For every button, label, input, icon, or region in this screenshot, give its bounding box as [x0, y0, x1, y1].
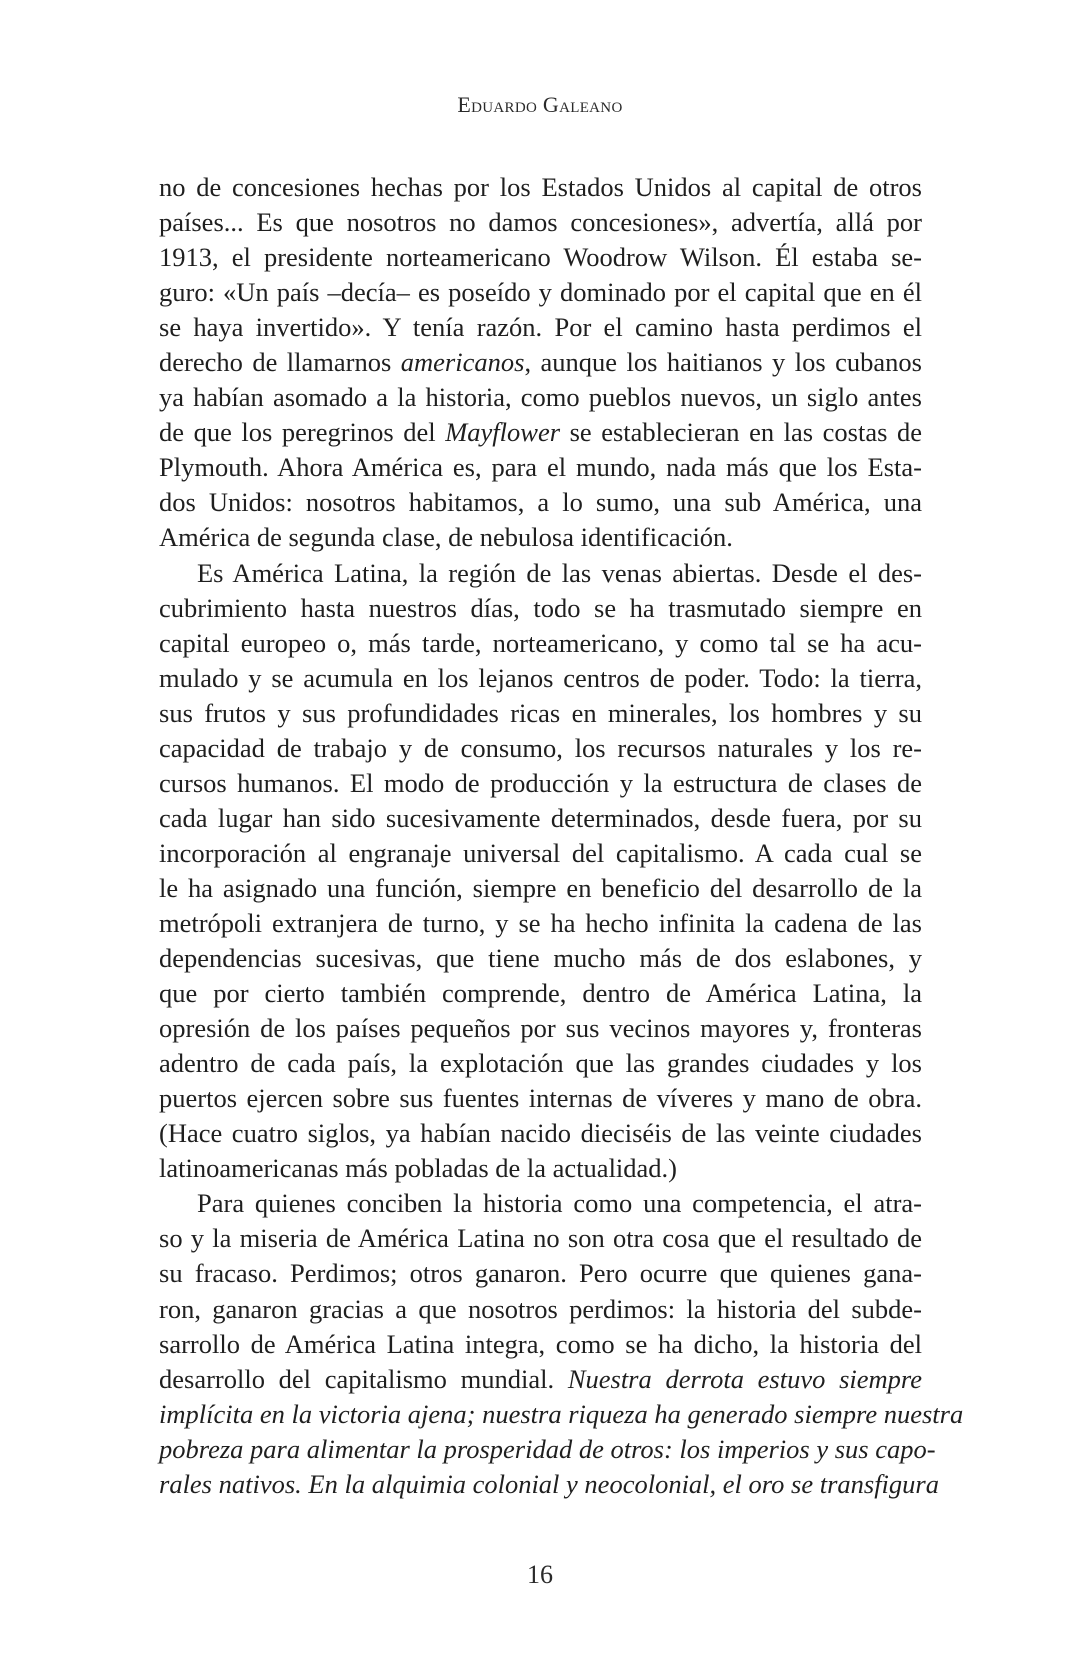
text-run: 1913, el presidente norteamericano Woodrow Wilson. Él estaba se-: [159, 242, 922, 273]
text-line: [159, 1116, 922, 1151]
text-line: [159, 556, 922, 591]
page-number: 16: [527, 1560, 553, 1589]
italic-text: rales nativos. En la alquimia colonial y neocolonial, el oro se transfigura: [159, 1468, 939, 1499]
text-run: so y la miseria de América Latina no son otra cosa que el resultado de: [159, 1223, 922, 1254]
text-line: [159, 1397, 964, 1432]
text-line: [159, 380, 922, 415]
text-line: [159, 520, 922, 555]
text-run: mulado y se acumula en los lejanos centros de poder. Todo: la tierra,: [159, 662, 922, 693]
text-run: cursos humanos. El modo de producción y la estructura de clases de: [159, 767, 922, 798]
text-line: [159, 170, 922, 205]
text-line: [159, 345, 922, 380]
text-run: metrópoli extranjera de turno, y se ha hecho infinita la cadena de las: [159, 907, 922, 938]
text-line: [159, 871, 922, 906]
text-run: que por cierto también comprende, dentro de América Latina, la: [159, 978, 922, 1009]
text-line: [159, 1151, 922, 1186]
text-line: [159, 626, 922, 661]
text-run: cada lugar han sido sucesivamente determinados, desde fuera, por su: [159, 802, 922, 833]
text-run: Plymouth. Ahora América es, para el mundo, nada más que los Esta-: [159, 452, 922, 483]
text-run: derecho de llamarnos: [159, 347, 401, 378]
text-line: [159, 1186, 922, 1221]
text-line: [159, 906, 922, 941]
text-run: capacidad de trabajo y de consumo, los recursos naturales y los re-: [159, 732, 922, 763]
text-run: ya habían asomado a la historia, como pueblos nuevos, un siglo antes: [159, 382, 922, 413]
text-run: se haya invertido». Y tenía razón. Por el camino hasta perdimos el: [159, 312, 922, 343]
text-run: América de segunda clase, de nebulosa identificación.: [159, 522, 733, 553]
text-run: países... Es que nosotros no damos concesiones», advertía, allá por: [159, 207, 922, 238]
text-line: [159, 1081, 922, 1116]
text-run: su fracaso. Perdimos; otros ganaron. Pero ocurre que quienes gana-: [159, 1258, 922, 1289]
body-text: [159, 170, 964, 1502]
italic-text: Nuestra derrota estuvo siempre: [567, 1363, 922, 1394]
italic-text: pobreza para alimentar la prosperidad de otros: los imperios y sus capo-: [159, 1433, 936, 1464]
text-line: [159, 275, 922, 310]
text-line: [159, 450, 922, 485]
text-line: [159, 1221, 922, 1256]
text-run: puertos ejercen sobre sus fuentes internas de víveres y mano de obra.: [159, 1083, 922, 1114]
text-run: cubrimiento hasta nuestros días, todo se ha trasmutado siempre en: [159, 592, 922, 623]
text-line: [159, 941, 922, 976]
text-line: [159, 801, 922, 836]
text-run: adentro de cada país, la explotación que las grandes ciudades y los: [159, 1048, 922, 1079]
running-head: Eduardo Galeano: [457, 92, 623, 117]
text-run: dos Unidos: nosotros habitamos, a lo sumo, una sub América, una: [159, 487, 922, 518]
text-line: [159, 731, 922, 766]
text-line: [159, 1327, 922, 1362]
italic-text: Mayflower: [445, 417, 561, 448]
text-run: le ha asignado una función, siempre en beneficio del desarrollo de la: [159, 872, 922, 903]
text-run: (Hace cuatro siglos, ya habían nacido dieciséis de las veinte ciudades: [159, 1118, 922, 1149]
text-line: [159, 1467, 939, 1502]
text-run: ron, ganaron gracias a que nosotros perdimos: la historia del subde-: [159, 1293, 922, 1324]
text-line: [159, 591, 922, 626]
text-line: [159, 205, 922, 240]
text-run: de que los peregrinos del: [159, 417, 446, 448]
text-line: [159, 1046, 922, 1081]
text-run: opresión de los países pequeños por sus vecinos mayores y, fronteras: [159, 1013, 922, 1044]
paragraph: [159, 170, 922, 556]
italic-text: americanos: [400, 347, 525, 378]
italic-text: implícita en la victoria ajena; nuestra riqueza ha generado siempre nuestra: [159, 1398, 964, 1429]
text-run: sarrollo de América Latina integra, como se ha dicho, la historia del: [159, 1328, 922, 1359]
text-run: Es América Latina, la región de las venas abiertas. Desde el des-: [197, 557, 922, 588]
text-line: [159, 240, 922, 275]
text-run: , aunque los haitianos y los cubanos: [524, 347, 923, 378]
text-line: [159, 976, 922, 1011]
text-line: [159, 1292, 922, 1327]
text-line: [159, 766, 922, 801]
text-run: latinoamericanas más pobladas de la actualidad.): [159, 1153, 678, 1184]
text-run: no de concesiones hechas por los Estados Unidos al capital de otros: [159, 172, 922, 202]
text-line: [159, 1256, 922, 1291]
paragraph: [159, 1186, 964, 1501]
text-run: desarrollo del capitalismo mundial.: [159, 1363, 568, 1394]
text-run: se establecieran en las costas de: [560, 417, 922, 448]
text-run: sus frutos y sus profundidades ricas en minerales, los hombres y su: [159, 697, 922, 728]
text-line: [159, 696, 922, 731]
text-run: capital europeo o, más tarde, norteamericano, y como tal se ha acu-: [159, 627, 922, 658]
text-line: [159, 485, 922, 520]
text-line: [159, 661, 922, 696]
text-run: Para quienes conciben la historia como una competencia, el atra-: [197, 1188, 922, 1219]
text-run: incorporación al engranaje universal del capitalismo. A cada cual se: [159, 837, 922, 868]
text-line: [159, 310, 922, 345]
paragraph: [159, 556, 922, 1187]
text-run: guro: «Un país –decía– es poseído y dominado por el capital que en él: [159, 277, 922, 308]
text-line: [159, 1011, 922, 1046]
text-line: [159, 415, 922, 450]
text-line: [159, 1432, 936, 1467]
text-line: [159, 1362, 922, 1397]
text-run: dependencias sucesivas, que tiene mucho más de dos eslabones, y: [159, 943, 922, 974]
text-line: [159, 836, 922, 871]
